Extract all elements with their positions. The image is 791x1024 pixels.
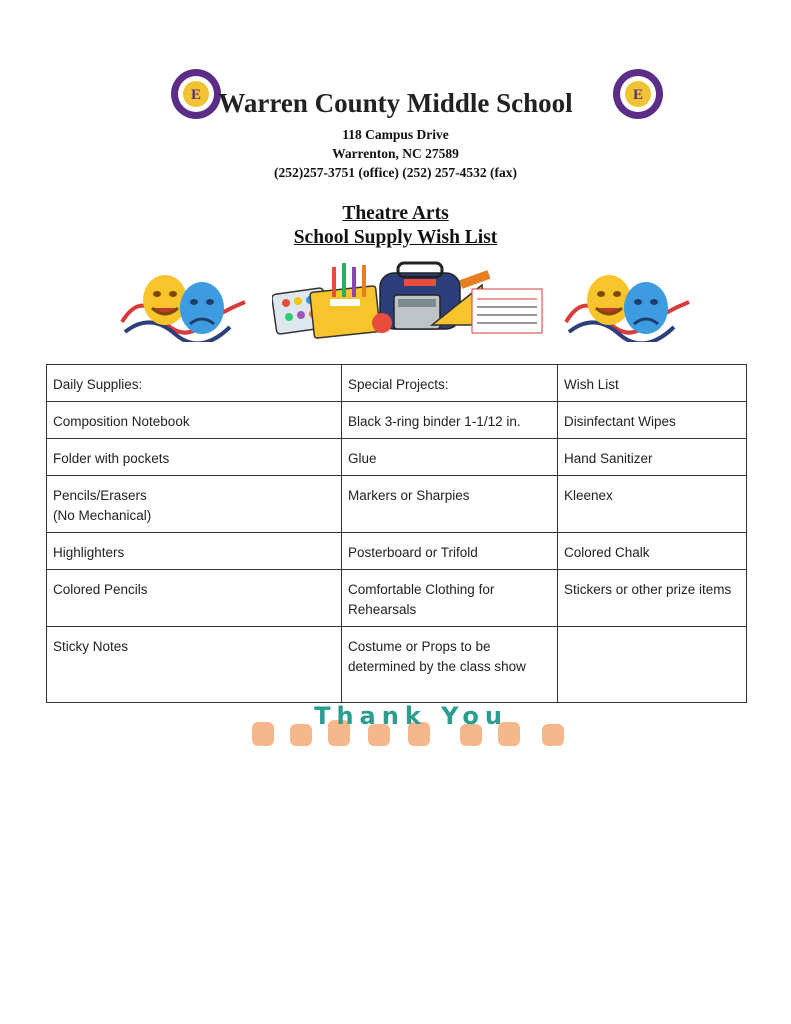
table-cell bbox=[47, 439, 342, 476]
table-cell bbox=[558, 402, 747, 439]
cell-text: Wish List bbox=[564, 377, 619, 392]
cell-text: Highlighters bbox=[53, 545, 125, 560]
table-row bbox=[47, 439, 747, 476]
thank-you-hands-illustration bbox=[236, 704, 586, 746]
cell-text: Glue bbox=[348, 451, 377, 466]
table-cell bbox=[342, 627, 558, 703]
cell-text: Stickers or other prize items bbox=[564, 582, 732, 597]
cell-text: Colored Pencils bbox=[53, 582, 148, 597]
address-line-1: 118 Campus Drive bbox=[342, 127, 449, 142]
table-cell bbox=[47, 533, 342, 570]
cell-text: Colored Chalk bbox=[564, 545, 650, 560]
cell-text: Folder with pockets bbox=[53, 451, 170, 466]
cell-text: Disinfectant Wipes bbox=[564, 414, 676, 429]
address-line-2: Warrenton, NC 27589 bbox=[332, 146, 459, 161]
table-row bbox=[47, 402, 747, 439]
cell-text: Hand Sanitizer bbox=[564, 451, 653, 466]
table-cell bbox=[47, 476, 342, 533]
table-cell bbox=[47, 402, 342, 439]
cell-text: Daily Supplies: bbox=[53, 377, 143, 392]
cell-text: Costume or Props to be determined by the class show bbox=[348, 639, 526, 674]
table-cell bbox=[558, 533, 747, 570]
cell-text: Posterboard or Trifold bbox=[348, 545, 478, 560]
table-row bbox=[47, 627, 747, 703]
table-cell bbox=[47, 365, 342, 402]
table-cell bbox=[342, 402, 558, 439]
table-cell bbox=[558, 627, 747, 703]
table-row bbox=[47, 570, 747, 627]
cell-text: Markers or Sharpies bbox=[348, 488, 470, 503]
table-cell bbox=[47, 570, 342, 627]
supply-table-body bbox=[47, 365, 747, 703]
cell-text: Kleenex bbox=[564, 488, 613, 503]
phone-line: (252)257-3751 (office) (252) 257-4532 (fax) bbox=[274, 165, 517, 180]
table-cell bbox=[342, 439, 558, 476]
thank-you-text: Thank You bbox=[314, 704, 508, 730]
cell-text: Pencils/Erasers (No Mechanical) bbox=[53, 488, 152, 523]
logo-letter: E bbox=[632, 87, 644, 103]
table-cell bbox=[558, 476, 747, 533]
table-cell bbox=[47, 627, 342, 703]
cell-text: Special Projects: bbox=[348, 377, 449, 392]
cell-text: Comfortable Clothing for Rehearsals bbox=[348, 582, 495, 617]
table-cell bbox=[558, 570, 747, 627]
table-row bbox=[47, 533, 747, 570]
table-cell bbox=[342, 533, 558, 570]
cell-text: Composition Notebook bbox=[53, 414, 190, 429]
school-supplies-illustration bbox=[272, 255, 552, 343]
theatre-masks-illustration-right bbox=[564, 272, 694, 342]
table-cell bbox=[342, 365, 558, 402]
table-cell bbox=[342, 476, 558, 533]
table-header-row bbox=[47, 365, 747, 402]
cell-text: Sticky Notes bbox=[53, 639, 129, 654]
cell-text: Black 3-ring binder 1-1/12 in. bbox=[348, 414, 521, 429]
school-name: Warren County Middle School bbox=[218, 88, 573, 118]
list-title: School Supply Wish List bbox=[293, 227, 498, 248]
theatre-masks-illustration-left bbox=[120, 272, 250, 342]
supply-table bbox=[46, 364, 747, 703]
table-cell bbox=[342, 570, 558, 627]
school-seal-logo-right bbox=[612, 68, 664, 120]
logo-letter: E bbox=[190, 87, 202, 103]
subject-title: Theatre Arts bbox=[342, 203, 449, 224]
table-cell bbox=[558, 365, 747, 402]
table-cell bbox=[558, 439, 747, 476]
table-row bbox=[47, 476, 747, 533]
